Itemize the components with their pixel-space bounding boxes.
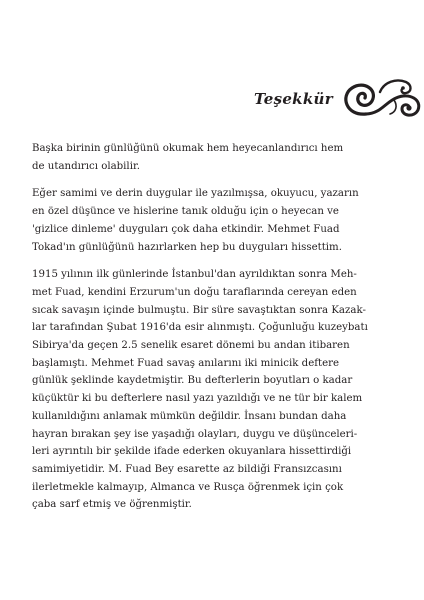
text-line: met Fuad, kendini Erzurum'un doğu taraflarında cereyan eden bbox=[32, 286, 357, 298]
swirl-ornament-icon bbox=[336, 74, 424, 124]
text-line: günlük şeklinde kaydetmiştir. Bu defterlerin boyutları o kadar bbox=[32, 375, 353, 387]
text-line: 1915 yılının ilk günlerinde İstanbul'dan ayrıldıktan sonra Meh- bbox=[32, 269, 357, 281]
text-line: sıcak savaşın içinde bulmuştu. Bir süre savaştıktan sonra Kazak- bbox=[32, 304, 366, 316]
text-line: Sibirya'da geçen 2.5 senelik esaret dönemi bu andan itibaren bbox=[32, 340, 350, 352]
text-line: çaba sarf etmiş ve öğrenmiştir. bbox=[32, 499, 192, 511]
text-line: samimiyetidir. M. Fuad Bey esarette az bildiği Fransızcasını bbox=[32, 463, 342, 475]
paragraph-2 bbox=[32, 185, 392, 256]
text-line: en özel düşünce ve hislerine tanık olduğu için o heyecan ve bbox=[32, 206, 339, 218]
body-text bbox=[32, 140, 392, 524]
chapter-header bbox=[254, 74, 424, 124]
text-line: lar tarafından Şubat 1916'da esir alınmıştı. Çoğunluğu kuzeybatı bbox=[32, 322, 368, 334]
text-line: de utandırıcı olabilir. bbox=[32, 160, 140, 172]
chapter-title: Teşekkür bbox=[254, 90, 333, 108]
text-line: Başka birinin günlüğünü okumak hem heyecanlandırıcı hem bbox=[32, 143, 344, 154]
text-line: hayran bırakan şey ise yaşadığı olayları, duygu ve düşünceleri- bbox=[32, 428, 358, 440]
text-line: leri ayrıntılı bir şekilde ifade ederken okuyanlara hissettirdiği bbox=[32, 446, 352, 458]
text-line: ilerletmekle kalmayıp, Almanca ve Rusça öğrenmek için çok bbox=[32, 481, 344, 493]
paragraph-1 bbox=[32, 140, 392, 175]
text-line: küçüktür ki bu defterlere nasıl yazı yazıldığı ve ne tür bir kalem bbox=[32, 393, 363, 405]
text-line: Tokad'ın günlüğünü hazırlarken hep bu duyguları hissettim. bbox=[32, 241, 342, 253]
text-line: Eğer samimi ve derin duygular ile yazılmışsa, okuyucu, yazarın bbox=[32, 188, 359, 200]
text-line: başlamıştı. Mehmet Fuad savaş anılarını iki minicik deftere bbox=[32, 357, 340, 369]
paragraph-3 bbox=[32, 266, 392, 514]
text-line: 'gizlice dinleme' duyguları çok daha etkindir. Mehmet Fuad bbox=[32, 223, 340, 235]
text-line: kullanıldığını anlamak mümkün değildir. İnsanı bundan daha bbox=[32, 410, 347, 422]
